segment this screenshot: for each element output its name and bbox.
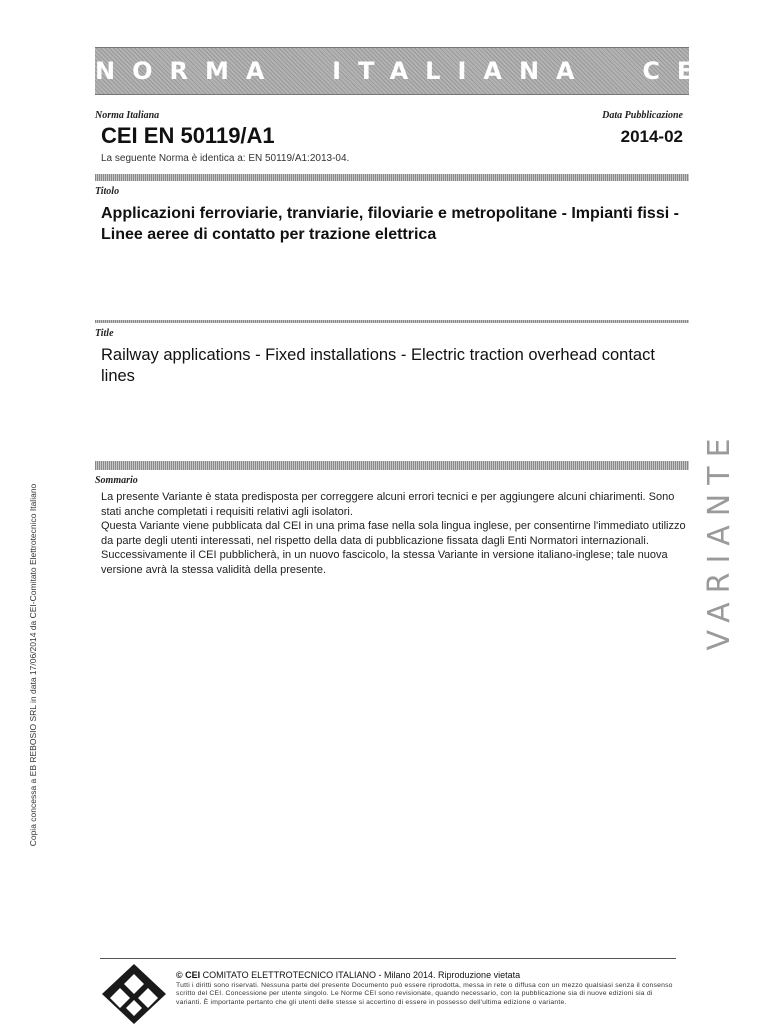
- publication-date: 2014-02: [620, 127, 683, 146]
- pub-date-label: Data Pubblicazione: [602, 110, 683, 121]
- divider: [95, 461, 689, 470]
- divider: [95, 320, 689, 323]
- summary-paragraph: La presente Variante è stata predisposta per correggere alcuni errori tecnici e per aggiungere alcuni chiarimenti. Sono stati anche completati i requisiti relativi agli isolatori.: [101, 491, 675, 518]
- title-english: Railway applications - Fixed installations - Electric traction overhead contact lines: [101, 346, 655, 385]
- footer-rights: Tutti i diritti sono riservati. Nessuna parte del presente Documento può essere riprodotta, messa in rete o diffusa con un mezzo qualsiasi senza il consenso scritto del CEI. Concessione per utente singolo. Le Norme CEI sono revisionate, quando necessario, con la pubblicazione sia di nuove edizioni sia di varianti. È importante pertanto che gli utenti delle stesse si accertino di essere in possesso dell'ultima edizione o variante.: [176, 982, 673, 1006]
- license-side-note: Copia concessa a EB REBOSIO SRL in data 17/06/2014 da CEI-Comitato Elettrotecnico Italiano: [28, 483, 38, 847]
- header-banner: [95, 47, 737, 95]
- norma-label: Norma Italiana: [95, 110, 160, 121]
- titolo-label: Titolo: [95, 186, 120, 197]
- divider: [95, 174, 689, 181]
- summary-text: [101, 490, 686, 577]
- footer-copyright: [176, 970, 520, 980]
- title-label: Title: [95, 328, 114, 339]
- sommario-label: Sommario: [95, 475, 138, 486]
- variante-side-label: VARIANTE: [702, 429, 737, 651]
- summary-paragraph: Successivamente il CEI pubblicherà, in un nuovo fascicolo, la stessa Variante in versione italiano-inglese; tale nuova versione avrà la stessa validità della presente.: [101, 549, 668, 576]
- title-italian: Applicazioni ferroviarie, tranviarie, filoviarie e metropolitane - Impianti fissi - Linee aeree di contatto per trazione elettrica: [101, 205, 679, 243]
- banner-title: NORMA ITALIANA CEI: [95, 57, 737, 85]
- footer-divider: [100, 958, 676, 959]
- identical-note: La seguente Norma è identica a: EN 50119/A1:2013-04.: [101, 153, 350, 164]
- footer-org: COMITATO ELETTROTECNICO ITALIANO - Milano 2014. Riproduzione vietata: [202, 970, 521, 980]
- summary-paragraph: Questa Variante viene pubblicata dal CEI in una prima fase nella sola lingua inglese, per consentirne l'immediato utilizzo da parte degli utenti interessati, nel rispetto della data di pubblicazione fissata dagli Enti Normatori internazionali.: [101, 520, 686, 547]
- cei-logo: [100, 962, 172, 1024]
- footer-brand: © CEI: [176, 970, 201, 980]
- standard-code: CEI EN 50119/A1: [101, 123, 275, 148]
